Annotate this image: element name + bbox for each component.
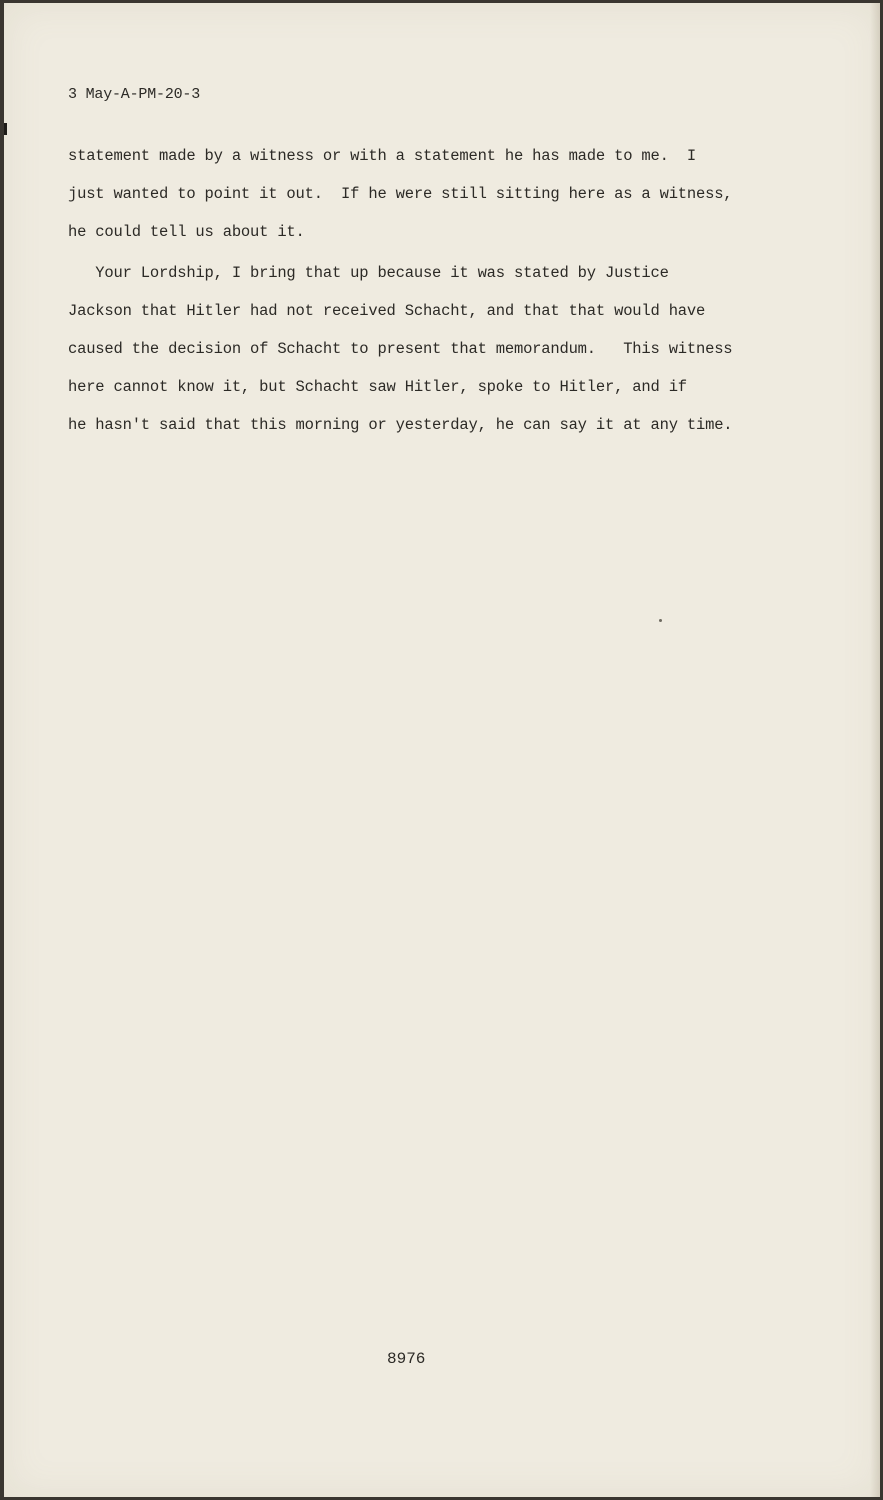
- paragraph: [68, 260, 788, 450]
- text-line: caused the decision of Schacht to present that memorandum. This witness: [68, 340, 733, 358]
- paper-speck: [659, 619, 662, 622]
- margin-mark: [4, 123, 7, 135]
- text-line: Jackson that Hitler had not received Schacht, and that that would have: [68, 302, 706, 320]
- text-line: Your Lordship, I bring that up because it was stated by Justice: [68, 264, 669, 282]
- text-line: here cannot know it, but Schacht saw Hitler, spoke to Hitler, and if: [68, 378, 687, 396]
- document-page: [4, 3, 880, 1497]
- text-line: he hasn't said that this morning or yesterday, he can say it at any time.: [68, 416, 733, 434]
- page-number: 8976: [387, 1350, 426, 1368]
- text-line: he could tell us about it.: [68, 223, 305, 241]
- page-slug: 3 May-A-PM-20-3: [68, 86, 201, 103]
- text-line: just wanted to point it out. If he were still sitting here as a witness,: [68, 185, 733, 203]
- body-text: [68, 143, 788, 450]
- text-line: statement made by a witness or with a statement he has made to me. I: [68, 147, 697, 165]
- paragraph: [68, 143, 788, 257]
